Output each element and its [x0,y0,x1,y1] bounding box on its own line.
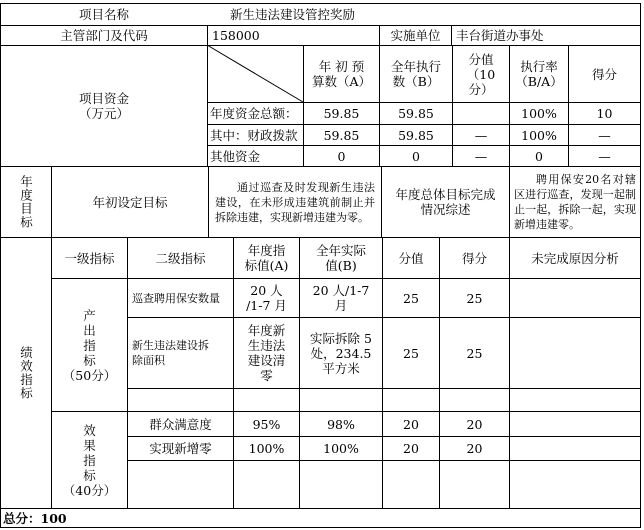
dept-code: 158000 [212,28,260,43]
ind-header-target: 年度指 标值(A) [244,243,289,273]
output-row-score-value: 25 [403,345,419,361]
impl-unit-label: 实施单位 [390,28,441,43]
output-row-name: 新生违法建设拆 除面积 [132,339,209,367]
diagonal-divider [207,45,303,102]
goals-section-label: 年度目标 [18,175,34,229]
ind-header-reason: 未完成原因分析 [531,250,619,266]
output-row-name: 巡查聘用保安数量 [132,291,220,305]
impl-unit-value: 丰台街道办事处 [456,28,544,43]
funds-row-score-value: — [474,148,488,164]
funds-row-initial: 59.85 [323,106,360,121]
funds-row-rate: 0 [535,148,543,164]
output-indicator-label: 产 出 指 标 （50分） [62,307,117,383]
goals-summary-label: 年度总体目标完成 情况综述 [395,187,496,217]
ind-header-score: 得分 [461,250,487,266]
funds-row-score: 10 [596,106,613,121]
indicators-section-label: 绩效指标 [18,346,34,400]
effect-row-score: 20 [466,441,483,456]
funds-header-score-value: 分值 （10 分） [466,51,496,97]
effect-row-score-value: 20 [403,416,419,432]
goals-initial-label: 年初设定目标 [92,194,168,210]
funds-header-exec-rate: 执行率 （B/A） [515,59,563,89]
funds-row-initial: 59.85 [323,127,360,143]
dept-label: 主管部门及代码 [60,28,148,43]
funds-header-initial-budget: 年 初 预 算数（A） [311,59,372,89]
funds-row-label: 其他资金 [210,148,261,164]
effect-row-target: 95% [252,416,281,432]
effect-indicator-label: 效 果 指 标 （40分） [62,422,117,498]
funds-row-rate: 100% [521,106,557,121]
output-row-score-value: 25 [403,290,419,306]
output-row-actual: 20 人/1-7 月 [312,283,370,313]
ind-header-score-value: 分值 [398,250,424,266]
funds-row-score: — [598,127,611,143]
effect-row-actual: 98% [327,416,355,432]
effect-row-actual: 100% [323,441,359,456]
funds-row-executed: 59.85 [398,106,434,121]
effect-row-score: 20 [466,416,483,432]
funds-row-initial: 0 [337,148,346,164]
effect-row-reason [510,412,640,436]
funds-row-score: — [598,148,611,164]
effect-row-score-value: 20 [403,441,419,456]
funds-row-score-value: — [474,127,488,143]
funds-row-label: 其中：财政拨款 [210,127,298,143]
output-row-score: 25 [466,345,483,361]
goals-initial-text: 通过巡查及时发现新生违法建设，在未形成违建筑前制止并拆除违建，实现新增违建为零。 [215,180,375,224]
funds-header-annual-exec: 全年执行 数（B） [390,59,441,89]
output-row-target: 20 人 /1-7 月 [246,283,287,313]
ind-header-level2: 二级指标 [155,250,206,266]
output-row-score: 25 [466,290,483,306]
output-row-reason [510,318,640,388]
output-row-reason [510,279,640,317]
effect-row-reason [510,437,640,460]
funds-row-rate: 100% [521,127,557,143]
funds-row-executed: 0 [412,148,420,164]
total-score: 总分：100 [3,510,67,526]
project-name-value: 新生违法建设管控奖励 [230,7,356,22]
ind-header-level1: 一级指标 [64,250,115,266]
effect-row-target: 100% [248,441,285,456]
goals-summary-text: 聘用保安20名对辖区进行巡查，发现一起制止一起，拆除一起，实现新增违建零。 [514,173,636,231]
funds-row-label: 年度资金总额： [210,106,298,121]
project-name-label: 项目名称 [78,7,129,22]
ind-header-actual: 全年实际 值(B) [315,243,366,273]
output-row-actual: 实际拆除 5 处，234.5 平方米 [310,330,372,376]
effect-row-name: 群众满意度 [149,416,212,432]
funds-section-label: 项目资金 （万元） [78,91,129,121]
output-row-target: 年度新 生违法 建设清 零 [247,323,286,383]
funds-row-executed: 59.85 [398,127,434,143]
effect-row-name: 实现新增零 [149,441,212,456]
funds-row-score-value [453,103,509,124]
funds-header-score: 得分 [591,66,617,82]
